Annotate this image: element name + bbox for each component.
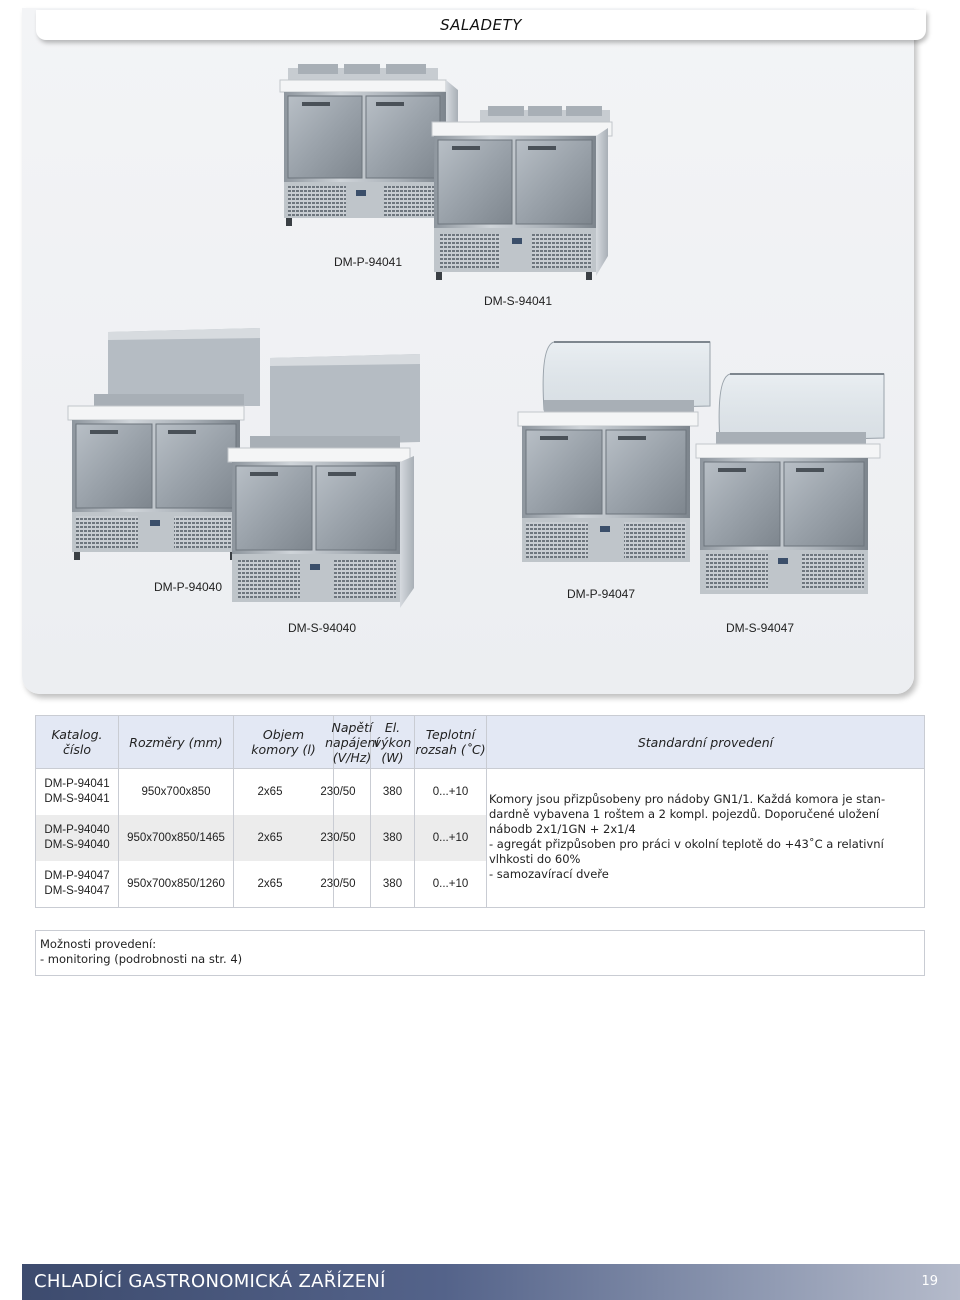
cell-catalog: DM-P-94040 DM-S-94040: [44, 824, 110, 851]
cell-catalog: DM-P-94047 DM-S-94047: [44, 870, 110, 897]
cell-temp: 0...+10: [432, 877, 469, 890]
photo-dm-p-94047: [514, 336, 724, 576]
header-voltage: Napětí napájení (V/Hz): [325, 719, 379, 765]
header-catalog: Katalog. číslo: [51, 727, 103, 757]
cell-dimensions: 950x700x850/1465: [127, 831, 225, 844]
cell-dimensions: 950x700x850: [141, 785, 211, 798]
cell-volume: 2x65: [257, 877, 283, 890]
header-power: El. výkon (W): [373, 719, 412, 765]
footer-bar: [22, 1264, 960, 1300]
cell-power: 380: [382, 785, 403, 798]
options-item: - monitoring (podrobnosti na str. 4): [40, 952, 243, 966]
photo-label-dm-s-94040: DM-S-94040: [288, 621, 357, 635]
photo-dm-s-94047: [694, 366, 894, 606]
page-title: SALADETY: [440, 16, 522, 34]
cell-temp: 0...+10: [432, 785, 469, 798]
cell-dimensions: 950x700x850/1260: [127, 877, 225, 890]
header-standard: Standardní provedení: [637, 734, 774, 750]
page-number: 19: [921, 1274, 938, 1289]
header-volume: Objem komory (l): [251, 727, 316, 757]
photo-label-dm-p-94040: DM-P-94040: [154, 580, 223, 594]
standard-line: nábodb 2x1/1GN + 2x1/4: [489, 822, 636, 836]
photo-dm-s-94041: [428, 106, 628, 286]
options-box: [35, 930, 925, 976]
header-dimensions: Rozměry (mm): [129, 734, 223, 750]
photo-label-dm-p-94041: DM-P-94041: [334, 255, 403, 269]
cell-temp: 0...+10: [432, 831, 469, 844]
page-title-bar: [36, 10, 926, 40]
photo-label-dm-s-94041: DM-S-94041: [484, 294, 553, 308]
photo-label-dm-p-94047: DM-P-94047: [567, 587, 636, 601]
cell-voltage: 230/50: [320, 877, 356, 890]
cell-volume: 2x65: [257, 831, 283, 844]
cell-voltage: 230/50: [320, 785, 356, 798]
cell-catalog: DM-P-94041 DM-S-94041: [44, 778, 110, 805]
standard-line: dardně vybavena 1 roštem a 2 kompl. pojezdů. Doporučené uložení: [489, 807, 880, 821]
standard-description: [489, 792, 921, 882]
spec-table: [35, 715, 925, 908]
options-title: Možnosti provedení:: [40, 937, 157, 951]
photo-label-dm-s-94047: DM-S-94047: [726, 621, 795, 635]
standard-line: vlhkosti do 60%: [489, 852, 581, 866]
standard-line: - agregát přizpůsoben pro práci v okolní teplotě do +43˚C a relativní: [489, 837, 884, 851]
standard-line: - samozavírací dveře: [489, 867, 609, 881]
cell-volume: 2x65: [257, 785, 283, 798]
footer-title: CHLADÍCÍ GASTRONOMICKÁ ZAŘÍZENÍ: [34, 1271, 386, 1292]
cell-power: 380: [382, 831, 403, 844]
standard-line: Komory jsou přizpůsobeny pro nádoby GN1/1. Každá komora je stan-: [489, 792, 886, 806]
header-temp: Teplotní rozsah (˚C): [415, 727, 486, 757]
cell-voltage: 230/50: [320, 831, 356, 844]
photo-dm-s-94040: [226, 352, 426, 612]
cell-power: 380: [382, 877, 403, 890]
